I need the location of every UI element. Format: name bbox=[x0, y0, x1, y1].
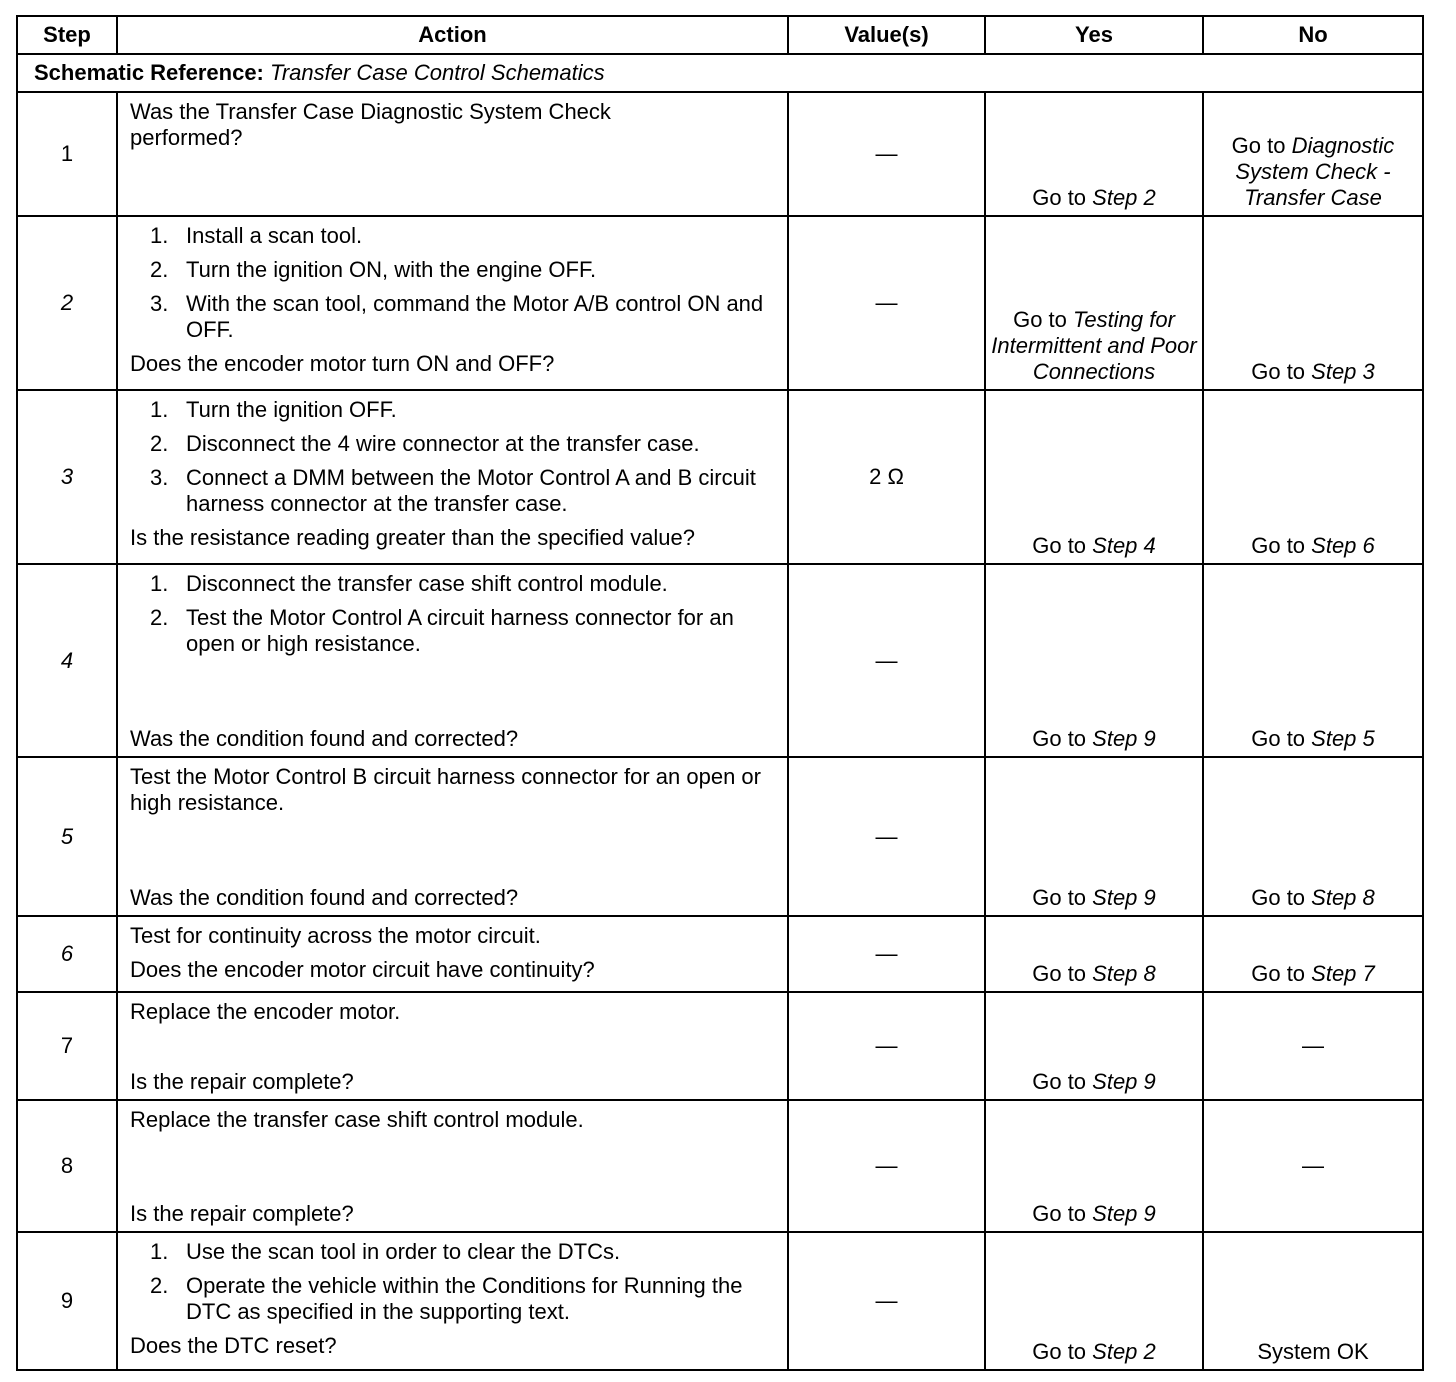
step-number: 7 bbox=[17, 992, 117, 1100]
step-number: 8 bbox=[17, 1100, 117, 1232]
yes-prefix: Go to bbox=[1032, 961, 1093, 986]
schematic-reference bbox=[17, 54, 1423, 92]
value-cell: — bbox=[788, 916, 985, 992]
action-cell bbox=[117, 1100, 788, 1232]
yes-link: Step 9 bbox=[1092, 726, 1156, 751]
action-item: 2. Operate the vehicle within the Conditions for Running the DTC as specified in the supporting text. bbox=[150, 1273, 743, 1324]
value-cell: — bbox=[788, 564, 985, 757]
yes-prefix: Go to bbox=[1032, 533, 1093, 558]
no-cell bbox=[1203, 757, 1423, 916]
header-step: Step bbox=[17, 16, 117, 54]
yes-prefix: Go to bbox=[1032, 1201, 1093, 1226]
action-question: Was the condition found and corrected? bbox=[130, 885, 519, 910]
yes-link: Step 4 bbox=[1092, 533, 1156, 558]
action-question: Is the resistance reading greater than the specified value? bbox=[130, 525, 696, 550]
yes-prefix: Go to bbox=[1032, 1069, 1093, 1094]
header-no: No bbox=[1203, 16, 1423, 54]
header-row bbox=[17, 16, 1423, 54]
no-cell bbox=[1203, 92, 1423, 216]
yes-cell bbox=[985, 390, 1203, 564]
action-text: Replace the transfer case shift control module. bbox=[130, 1107, 584, 1132]
action-item: 3. With the scan tool, command the Motor A/B control ON and OFF. bbox=[150, 291, 764, 342]
action-item: 1. Install a scan tool. bbox=[150, 223, 363, 248]
action-cell bbox=[117, 1232, 788, 1370]
action-list bbox=[130, 223, 777, 343]
action-item: 1. Disconnect the transfer case shift control module. bbox=[150, 571, 668, 596]
action-question: Is the repair complete? bbox=[130, 1069, 354, 1094]
table-row bbox=[17, 216, 1423, 390]
yes-link: Step 8 bbox=[1092, 961, 1156, 986]
step-number: 3 bbox=[17, 390, 117, 564]
action-cell bbox=[117, 390, 788, 564]
table-row bbox=[17, 1232, 1423, 1370]
no-cell bbox=[1203, 916, 1423, 992]
value-cell: — bbox=[788, 1100, 985, 1232]
no-link: Step 6 bbox=[1311, 533, 1375, 558]
yes-link: Step 2 bbox=[1092, 185, 1156, 210]
yes-prefix: Go to bbox=[1032, 726, 1093, 751]
action-item: 2. Turn the ignition ON, with the engine OFF. bbox=[150, 257, 597, 282]
reference-value: Transfer Case Control Schematics bbox=[270, 60, 605, 85]
no-cell: System OK bbox=[1203, 1232, 1423, 1370]
action-question: Is the repair complete? bbox=[130, 1201, 354, 1226]
action-cell bbox=[117, 916, 788, 992]
header-action: Action bbox=[117, 16, 788, 54]
action-item: 3. Connect a DMM between the Motor Control A and B circuit harness connector at the transfer case. bbox=[150, 465, 756, 516]
table-row bbox=[17, 390, 1423, 564]
yes-cell bbox=[985, 1232, 1203, 1370]
yes-cell bbox=[985, 916, 1203, 992]
action-cell bbox=[117, 92, 788, 216]
action-list bbox=[130, 571, 777, 665]
yes-prefix: Go to bbox=[1032, 1339, 1093, 1364]
action-list bbox=[130, 397, 777, 517]
table-row bbox=[17, 992, 1423, 1100]
value-cell: — bbox=[788, 216, 985, 390]
value-cell: — bbox=[788, 757, 985, 916]
action-cell bbox=[117, 216, 788, 390]
yes-prefix: Go to bbox=[1013, 307, 1073, 332]
table-row bbox=[17, 757, 1423, 916]
action-cell bbox=[117, 757, 788, 916]
yes-cell bbox=[985, 1100, 1203, 1232]
yes-cell bbox=[985, 992, 1203, 1100]
action-question: Was the condition found and corrected? bbox=[130, 726, 519, 751]
value-cell: — bbox=[788, 1232, 985, 1370]
no-cell bbox=[1203, 216, 1423, 390]
no-link: Step 7 bbox=[1311, 961, 1375, 986]
step-number: 5 bbox=[17, 757, 117, 916]
no-prefix: Go to bbox=[1251, 885, 1312, 910]
no-link: Step 8 bbox=[1311, 885, 1375, 910]
action-text: Test for continuity across the motor circuit. bbox=[130, 923, 541, 948]
no-link: Diagnostic System Check - Transfer Case bbox=[1235, 133, 1395, 210]
action-cell bbox=[117, 992, 788, 1100]
table-row bbox=[17, 1100, 1423, 1232]
no-prefix: Go to bbox=[1251, 726, 1312, 751]
action-question: Was the Transfer Case Diagnostic System Check performed? bbox=[130, 99, 611, 150]
action-item: 2. Test the Motor Control A circuit harness connector for an open or high resistance. bbox=[150, 605, 734, 656]
header-yes: Yes bbox=[985, 16, 1203, 54]
no-cell: — bbox=[1203, 992, 1423, 1100]
yes-cell bbox=[985, 92, 1203, 216]
no-link: Step 5 bbox=[1311, 726, 1375, 751]
table-row bbox=[17, 92, 1423, 216]
no-cell bbox=[1203, 390, 1423, 564]
no-prefix: Go to bbox=[1251, 359, 1312, 384]
action-question: Does the DTC reset? bbox=[130, 1333, 337, 1358]
yes-prefix: Go to bbox=[1032, 185, 1093, 210]
yes-link: Testing for Intermittent and Poor Connections bbox=[991, 307, 1197, 384]
value-cell: — bbox=[788, 92, 985, 216]
action-item: 2. Disconnect the 4 wire connector at the transfer case. bbox=[150, 431, 700, 456]
action-text: Replace the encoder motor. bbox=[130, 999, 401, 1024]
reference-label: Schematic Reference: bbox=[34, 60, 264, 85]
action-text: Test the Motor Control B circuit harness connector for an open or high resistance. bbox=[130, 764, 761, 815]
no-link: Step 3 bbox=[1311, 359, 1375, 384]
step-number: 2 bbox=[17, 216, 117, 390]
action-cell bbox=[117, 564, 788, 757]
no-prefix: Go to bbox=[1231, 133, 1292, 158]
yes-link: Step 9 bbox=[1092, 885, 1156, 910]
action-question: Does the encoder motor circuit have continuity? bbox=[130, 957, 595, 982]
step-number: 1 bbox=[17, 92, 117, 216]
table-row bbox=[17, 916, 1423, 992]
action-item: 1. Use the scan tool in order to clear the DTCs. bbox=[150, 1239, 621, 1264]
no-prefix: Go to bbox=[1251, 533, 1312, 558]
yes-link: Step 9 bbox=[1092, 1069, 1156, 1094]
step-number: 9 bbox=[17, 1232, 117, 1370]
value-cell: — bbox=[788, 992, 985, 1100]
step-number: 6 bbox=[17, 916, 117, 992]
yes-link: Step 9 bbox=[1092, 1201, 1156, 1226]
yes-prefix: Go to bbox=[1032, 885, 1093, 910]
table-row bbox=[17, 564, 1423, 757]
schematic-reference-row bbox=[17, 54, 1423, 92]
diagnostic-table bbox=[16, 15, 1424, 1371]
action-question: Does the encoder motor turn ON and OFF? bbox=[130, 351, 555, 376]
header-values: Value(s) bbox=[788, 16, 985, 54]
action-item: 1. Turn the ignition OFF. bbox=[150, 397, 397, 422]
no-cell bbox=[1203, 564, 1423, 757]
yes-cell bbox=[985, 216, 1203, 390]
yes-link: Step 2 bbox=[1092, 1339, 1156, 1364]
no-cell: — bbox=[1203, 1100, 1423, 1232]
value-cell: 2 Ω bbox=[788, 390, 985, 564]
yes-cell bbox=[985, 564, 1203, 757]
no-prefix: Go to bbox=[1251, 961, 1312, 986]
action-list bbox=[130, 1239, 777, 1325]
step-number: 4 bbox=[17, 564, 117, 757]
yes-cell bbox=[985, 757, 1203, 916]
